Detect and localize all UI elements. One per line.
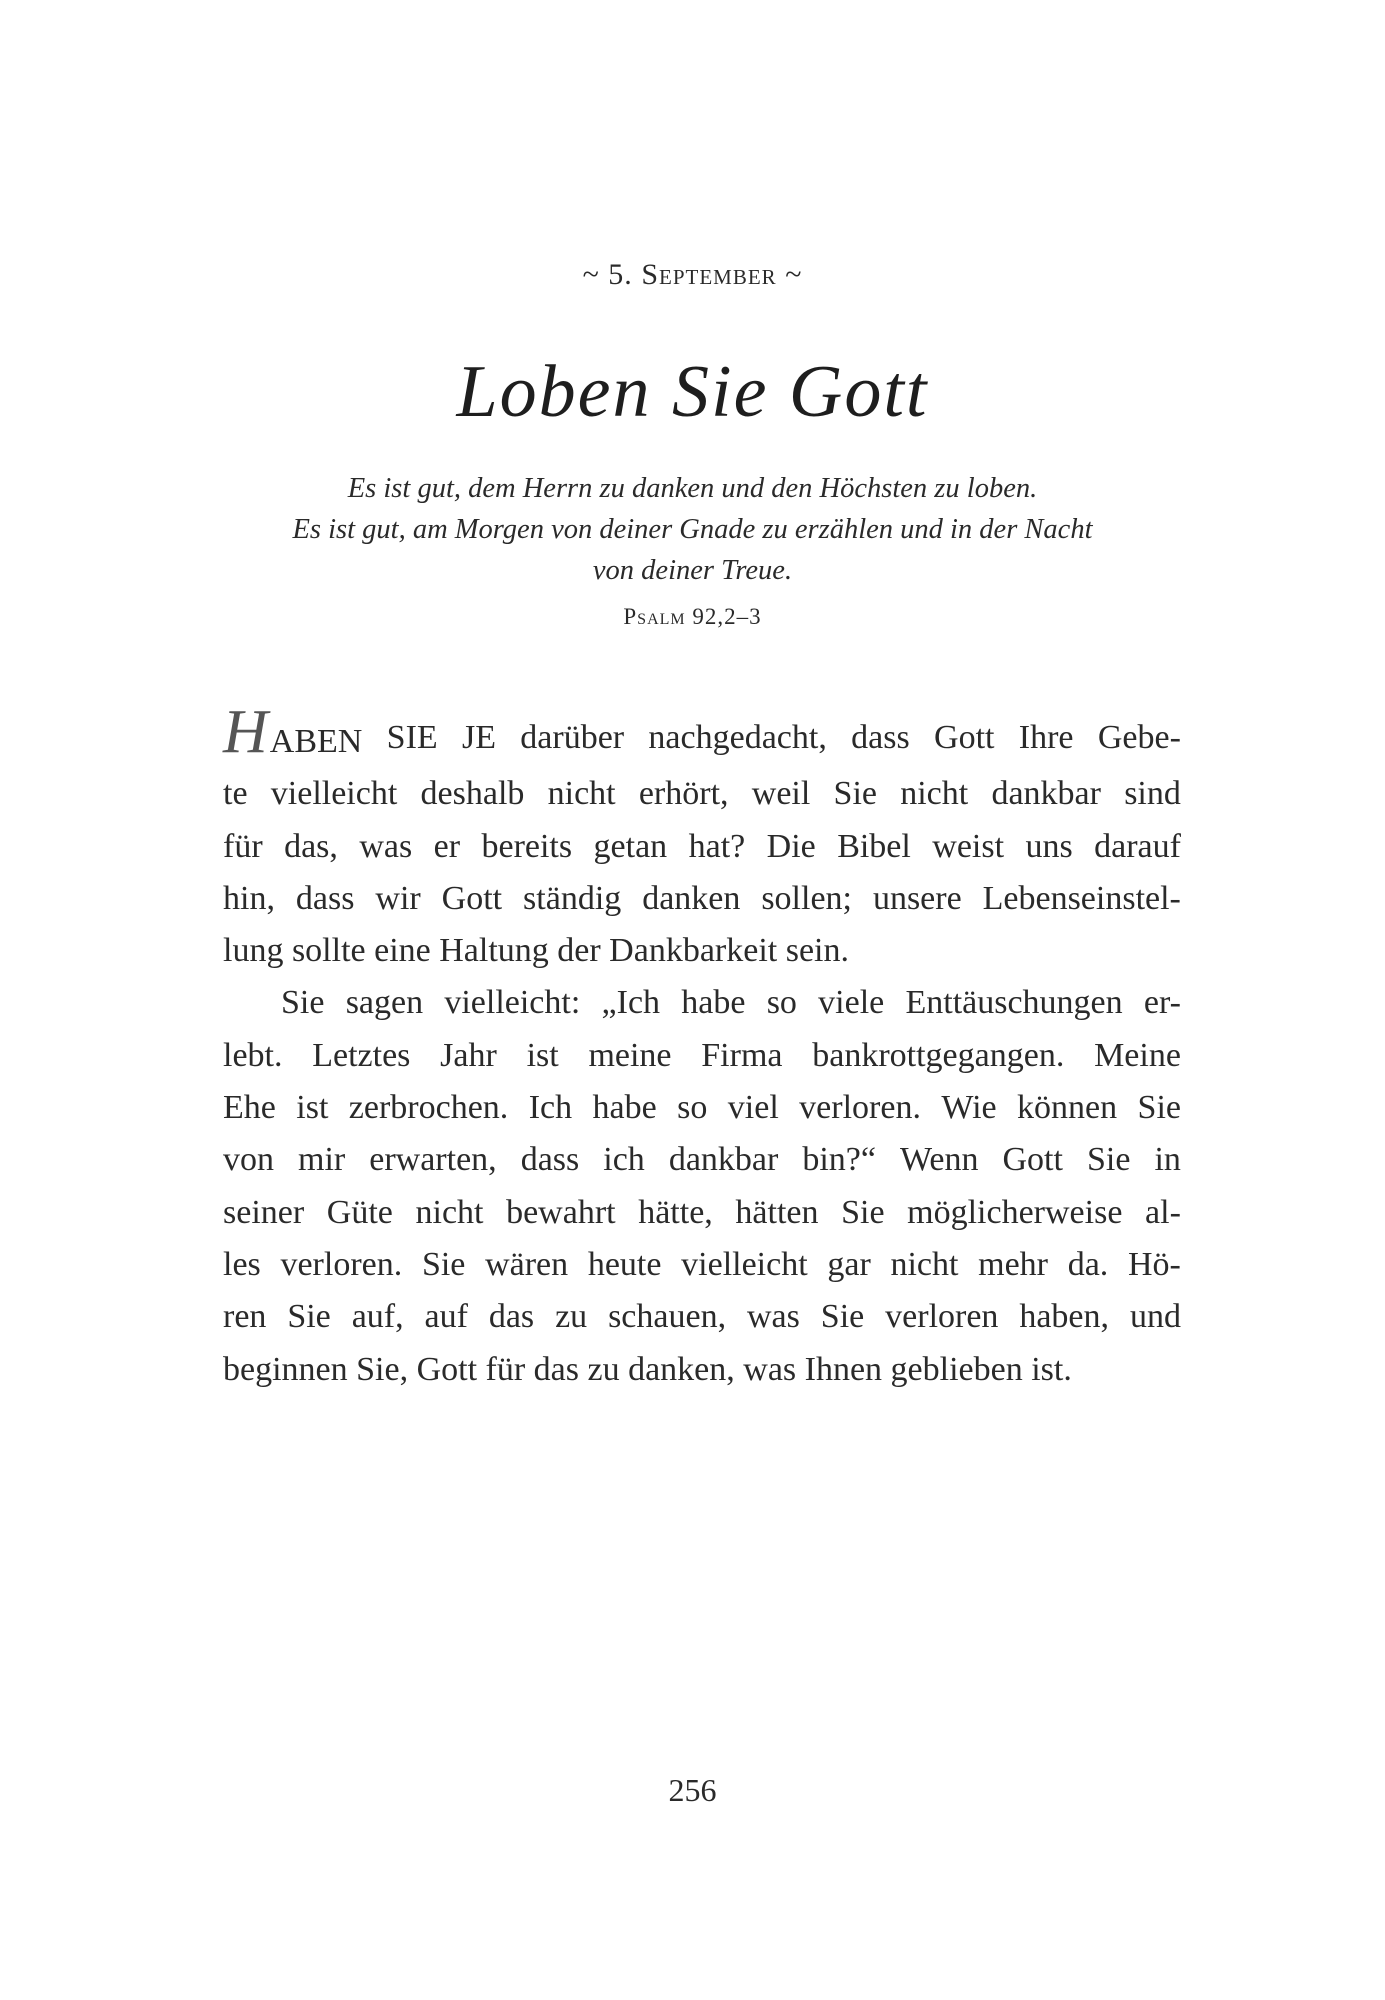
- body-word: weist: [932, 827, 1005, 865]
- body-word: Sie: [833, 775, 877, 813]
- body-word: auf,: [351, 1298, 404, 1336]
- body-word: so: [677, 1089, 708, 1127]
- body-word: nicht: [547, 775, 616, 813]
- body-word: da.: [1067, 1245, 1109, 1283]
- epigraph-line: von deiner Treue.: [592, 555, 793, 586]
- body-word: und: [1129, 1298, 1181, 1336]
- body-word: lebt.: [223, 1036, 283, 1074]
- body-word: nachgedacht,: [648, 719, 827, 756]
- body-word: erhört,: [638, 775, 729, 813]
- date-heading: [0, 258, 1385, 292]
- date-prefix: ~ 5.: [582, 258, 633, 291]
- body-word: habe: [681, 984, 746, 1022]
- epigraph-verse: [0, 468, 1385, 591]
- body-word: Ihre: [1018, 719, 1074, 756]
- body-word: les: [223, 1245, 261, 1283]
- body-line: [223, 1082, 1181, 1134]
- body-word: möglicherweise: [907, 1193, 1123, 1231]
- body-word: was: [747, 1298, 800, 1336]
- body-word: Sie: [1086, 1141, 1131, 1179]
- body-word: Gott: [441, 879, 503, 917]
- body-word: Sie: [1137, 1089, 1181, 1127]
- body-line: [223, 1187, 1181, 1239]
- body-word: Wie: [941, 1089, 997, 1127]
- body-word: al-: [1145, 1193, 1181, 1231]
- body-word: HABEN: [223, 698, 363, 766]
- body-line: lung sollte eine Haltung der Dankbarkeit sein.: [223, 932, 849, 970]
- body-word: bankrottgegangen.: [812, 1036, 1065, 1074]
- body-word: „Ich: [601, 984, 661, 1022]
- body-word: Wenn: [900, 1141, 979, 1179]
- body-word: dankbar: [668, 1141, 779, 1179]
- body-word: te: [223, 775, 248, 813]
- body-word: das: [488, 1298, 535, 1336]
- body-word: er: [433, 827, 461, 865]
- body-word: Güte: [326, 1193, 393, 1231]
- body-word: dankbar: [991, 775, 1101, 813]
- body-word: viel: [727, 1089, 779, 1127]
- body-line: beginnen Sie, Gott für das zu danken, was Ihnen geblieben ist.: [223, 1350, 1072, 1388]
- body-word: zu: [555, 1298, 588, 1336]
- body-word: Letztes: [312, 1036, 411, 1074]
- body-word: sagen: [345, 984, 424, 1022]
- body-word: ständig: [523, 879, 622, 917]
- body-word: schauen,: [608, 1298, 727, 1336]
- body-word: was: [359, 827, 413, 865]
- body-word: haben,: [1019, 1298, 1110, 1336]
- body-word: hat?: [688, 827, 746, 865]
- body-word: Sie: [281, 984, 325, 1022]
- body-word: SIE: [386, 719, 438, 756]
- body-word: vielleicht: [681, 1245, 808, 1283]
- body-word: bin?“: [802, 1141, 876, 1179]
- body-word: darauf: [1094, 827, 1181, 865]
- body-line: [223, 1030, 1181, 1082]
- body-word: Lebenseinstel-: [982, 879, 1181, 917]
- body-word: uns: [1025, 827, 1073, 865]
- body-word: wären: [485, 1245, 569, 1283]
- body-word: hätte,: [638, 1193, 713, 1231]
- body-word: Die: [766, 827, 816, 865]
- body-line: [223, 1291, 1181, 1343]
- body-word: nicht: [890, 1245, 959, 1283]
- body-word: von: [223, 1141, 274, 1179]
- body-word: ren: [223, 1298, 267, 1336]
- body-word: ist: [526, 1036, 559, 1074]
- body-line: [223, 873, 1181, 925]
- body-word: Jahr: [440, 1036, 497, 1074]
- body-line: [223, 821, 1181, 873]
- body-word: verloren: [885, 1298, 999, 1336]
- body-line: [223, 768, 1181, 820]
- body-word: habe: [592, 1089, 657, 1127]
- body-line: [223, 698, 1181, 768]
- body-word: zerbrochen.: [348, 1089, 509, 1127]
- body-word: hätten: [735, 1193, 819, 1231]
- body-word: dass: [520, 1141, 580, 1179]
- body-word: Gott: [934, 719, 995, 756]
- body-line: [223, 1239, 1181, 1291]
- drop-cap: H: [223, 698, 268, 766]
- body-word: auf: [424, 1298, 468, 1336]
- body-word: darüber: [520, 719, 625, 756]
- body-word: nicht: [415, 1193, 484, 1231]
- body-word: wir: [375, 879, 421, 917]
- body-word: Bibel: [837, 827, 911, 865]
- body-word: das,: [284, 827, 338, 865]
- body-word: danken: [642, 879, 741, 917]
- body-word: deshalb: [420, 775, 525, 813]
- body-word: sind: [1124, 775, 1181, 813]
- body-word: verloren.: [280, 1245, 403, 1283]
- body-word: vielleicht:: [444, 984, 581, 1022]
- body-word: Ich: [528, 1089, 573, 1127]
- body-word: Sie: [841, 1193, 885, 1231]
- body-word: vielleicht: [270, 775, 398, 813]
- body-word: mehr: [978, 1245, 1048, 1283]
- body-word: unsere: [872, 879, 962, 917]
- body-word: für: [223, 827, 263, 865]
- body-word: Ehe: [223, 1089, 276, 1127]
- body-line: [223, 977, 1181, 1029]
- body-word: Enttäuschungen: [905, 984, 1123, 1022]
- body-word: ich: [603, 1141, 645, 1179]
- body-word: so: [766, 984, 797, 1022]
- body-word: Hö-: [1127, 1245, 1181, 1283]
- body-word: JE: [461, 719, 496, 756]
- body-word: in: [1154, 1141, 1181, 1179]
- body-word: Firma: [701, 1036, 783, 1074]
- body-word: sollen;: [761, 879, 852, 917]
- body-word: erwarten,: [369, 1141, 497, 1179]
- body-word: er-: [1143, 984, 1181, 1022]
- body-word: dass: [295, 879, 355, 917]
- body-word: Sie: [421, 1245, 466, 1283]
- body-word: heute: [587, 1245, 662, 1283]
- body-word: Sie: [287, 1298, 331, 1336]
- body-word: hin,: [223, 879, 275, 917]
- page-title: Loben Sie Gott: [456, 351, 929, 433]
- body-word: Gebe-: [1097, 719, 1181, 756]
- epigraph-line: Es ist gut, dem Herrn zu danken und den Höchsten zu loben.: [347, 473, 1038, 504]
- body-word: mir: [298, 1141, 346, 1179]
- body-word: weil: [751, 775, 811, 813]
- body-word: Gott: [1002, 1141, 1063, 1179]
- date-month: September: [641, 258, 777, 291]
- page-number: 256: [668, 1772, 717, 1808]
- body-word: gar: [827, 1245, 871, 1283]
- body-word: getan: [593, 827, 668, 865]
- body-word: bereits: [481, 827, 573, 865]
- body-word: ist: [296, 1089, 329, 1127]
- body-word: nicht: [900, 775, 969, 813]
- body-word: Sie: [820, 1298, 865, 1336]
- body-word: seiner: [223, 1193, 305, 1231]
- epigraph-line: Es ist gut, am Morgen von deiner Gnade zu erzählen und in der Nacht: [292, 514, 1093, 545]
- body-word: dass: [851, 719, 910, 756]
- body-word: können: [1017, 1089, 1118, 1127]
- body-word: verloren.: [799, 1089, 921, 1127]
- body-word: Meine: [1094, 1036, 1181, 1074]
- body-text: [223, 698, 1181, 1396]
- body-word: bewahrt: [506, 1193, 616, 1231]
- body-word: meine: [588, 1036, 672, 1074]
- body-word: viele: [818, 984, 885, 1022]
- body-line: [223, 1134, 1181, 1186]
- date-suffix: ~: [785, 258, 803, 291]
- epigraph-reference: Psalm 92,2–3: [623, 604, 762, 629]
